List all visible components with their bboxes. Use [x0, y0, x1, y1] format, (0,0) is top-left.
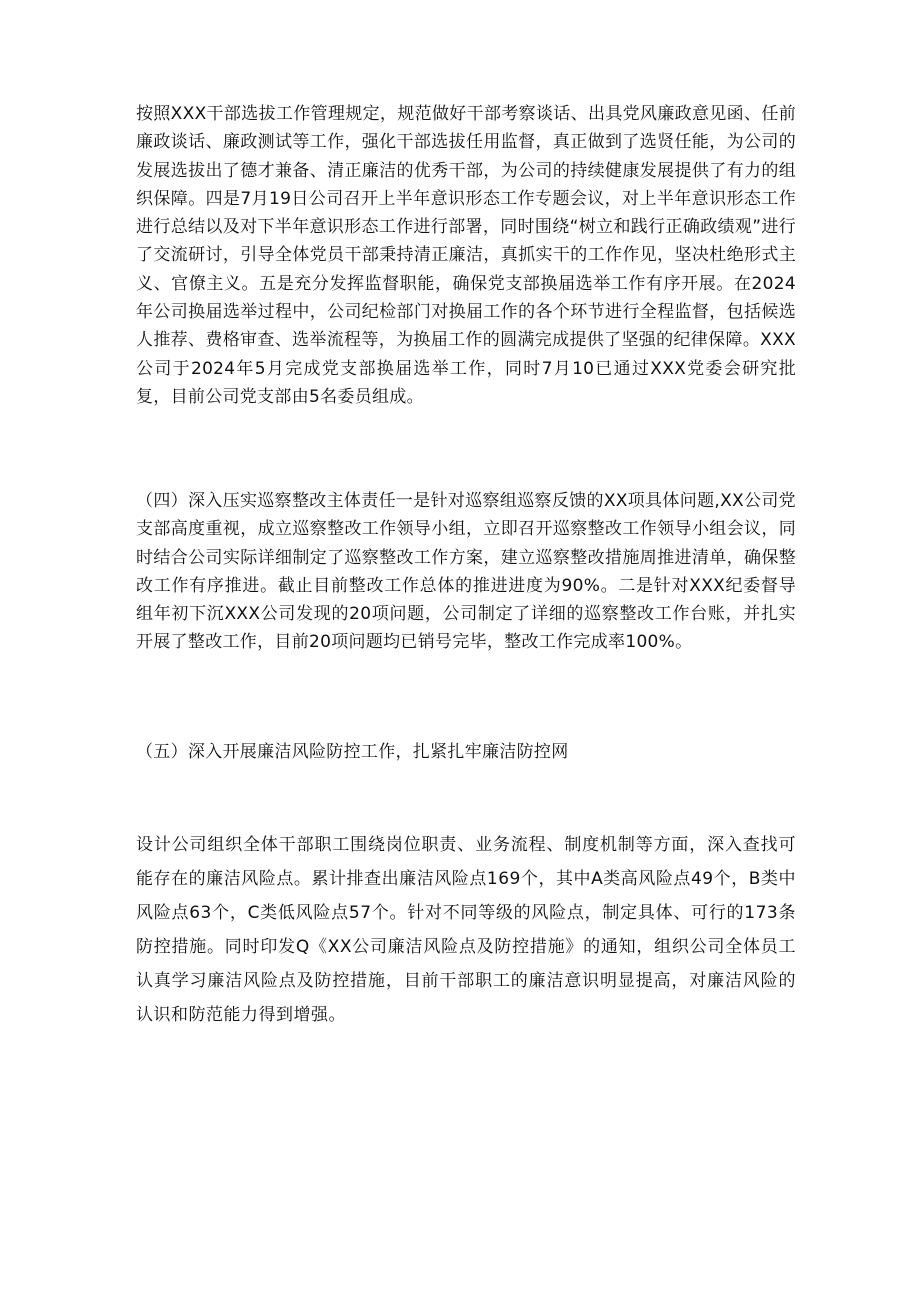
section-heading-integrity-risk: （五）深入开展廉洁风险防控工作，扎紧扎牢廉洁防控网	[136, 742, 569, 762]
paragraph-cadre-supervision: 按照XXX干部选拔工作管理规定，规范做好干部考察谈话、出具党风廉政意见函、任前廉政谈话、廉政测试等工作，强化干部选拔任用监督，真正做到了选贤任能，为公司的发展选拔出了德才兼备、清正廉洁的优秀干部，为公司的持续健康发展提供了有力的组织保障。四是7月19日公司召开上半年意识形态工作专题会议，对上半年意识形态工作进行总结以及对下半年意识形态工作进行部署，同时围绕“树立和践行正确政绩观”进行了交流研讨，引导全体党员干部秉持清正廉洁，真抓实干的工作作见，坚决杜绝形式主义、官僚主义。五是充分发挥监督职能，确保党支部换届选举工作有序开展。在2024年公司换届选举过程中，公司纪检部门对换届工作的各个环节进行全程监督，包括候选人推荐、费格审查、选举流程等，为换届工作的圆满完成提供了坚强的纪律保障。XXX公司于2024年5月完成党支部换届选举工作，同时7月10已通过XXX党委会研究批复，目前公司党支部由5名委员组成。	[136, 104, 796, 407]
paragraph-inspection-rectification: （四）深入压实巡察整改主体责任一是针对巡察组巡察反馈的XX项具体问题,XX公司党支部高度重视，成立巡察整改工作领导小组，立即召开巡察整改工作领导小组会议，同时结合公司实际详细制定了巡察整改工作方案，建立巡察整改措施周推进清单，确保整改工作有序推进。截止目前整改工作总体的推进进度为90%。二是针对XXX纪委督导组年初下沉XXX公司发现的20项问题，公司制定了详细的巡察整改工作台账，并扎实开展了整改工作，目前20项问题均已销号完毕，整改工作完成率100%。	[136, 491, 796, 653]
paragraph-integrity-risk-control: 设计公司组织全体干部职工围绕岗位职责、业务流程、制度机制等方面，深入查找可能存在的廉洁风险点。累计排查出廉洁风险点169个，其中A类高风险点49个，B类中风险点63个，C类低风险点57个。针对不同等级的风险点，制定具体、可行的173条防控措施。同时印发Q《XX公司廉洁风险点及防控措施》的通知，组织公司全体员工认真学习廉洁风险点及防控措施，目前干部职工的廉洁意识明显提高，对廉洁风险的认识和防范能力得到增强。	[136, 835, 796, 1025]
